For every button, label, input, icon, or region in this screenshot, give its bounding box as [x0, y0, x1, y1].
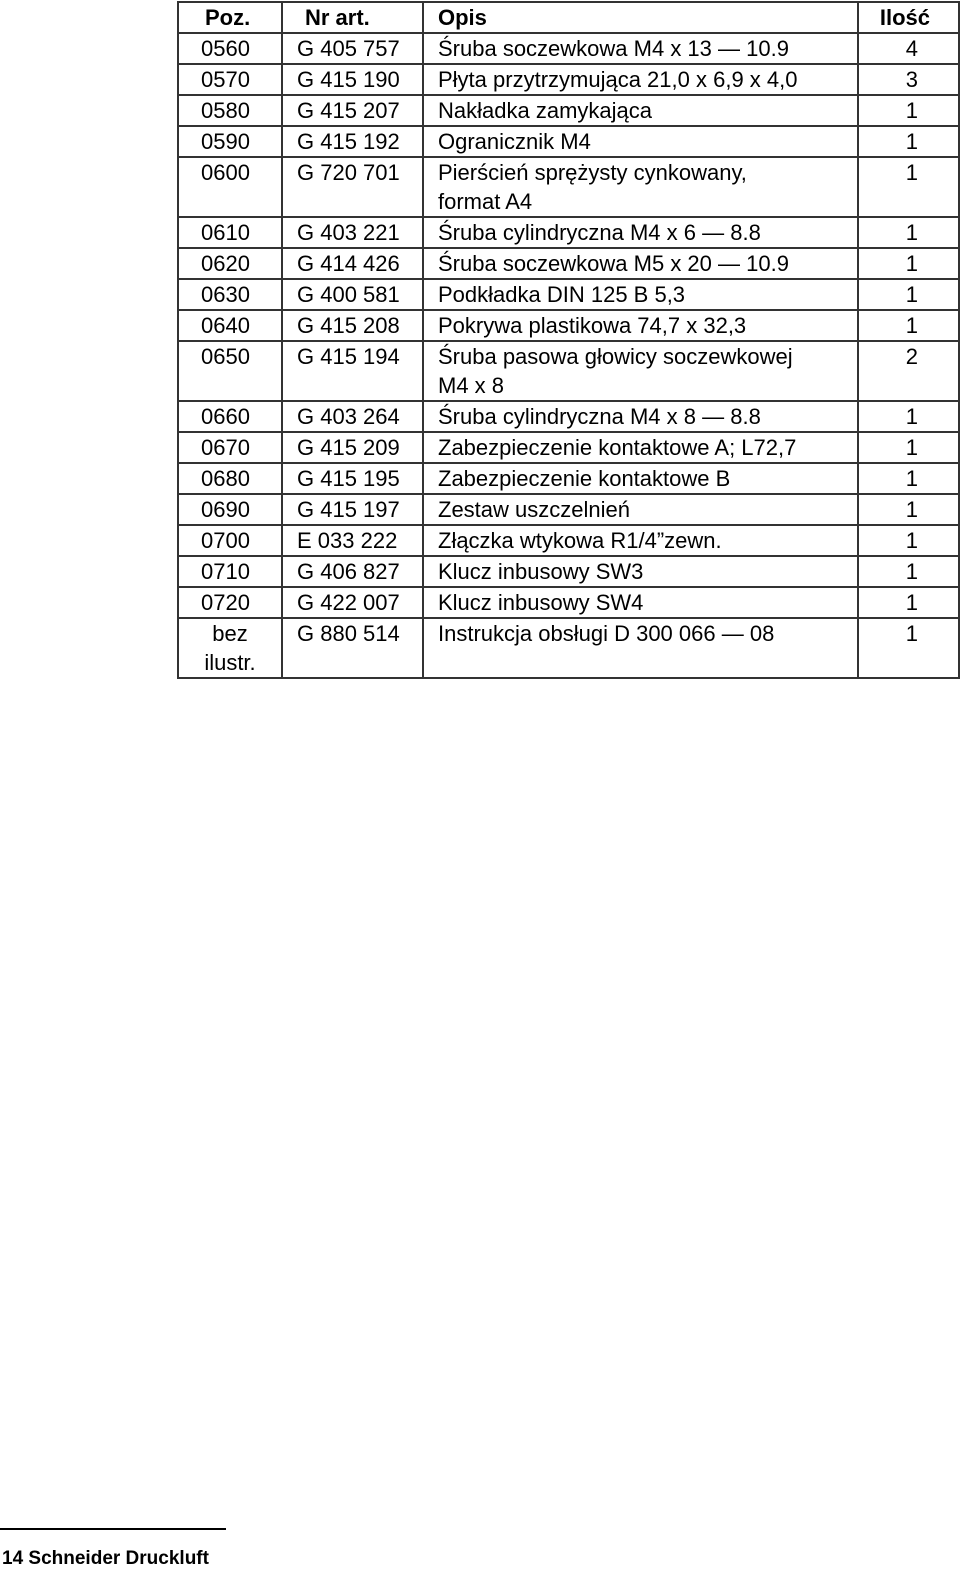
cell-description [423, 587, 858, 618]
cell-pos [178, 217, 282, 248]
cell-description [423, 618, 858, 678]
cell-description-text: Podkładka DIN 125 B 5,3 [438, 282, 686, 307]
table-row [178, 217, 959, 248]
cell-pos [178, 463, 282, 494]
cell-pos-text: 0640 [201, 313, 250, 338]
table-header-row [178, 2, 959, 33]
cell-pos [178, 401, 282, 432]
cell-article-number: G 415 194 [282, 341, 423, 401]
cell-quantity: 1 [858, 556, 959, 587]
cell-description-text-line2: format A4 [438, 189, 533, 214]
cell-pos [178, 341, 282, 401]
cell-quantity: 1 [858, 432, 959, 463]
cell-quantity: 1 [858, 401, 959, 432]
header-article-number: Nr art. [282, 2, 423, 33]
table-row [178, 157, 959, 217]
table-row [178, 310, 959, 341]
header-description: Opis [423, 2, 858, 33]
cell-description-text: Nakładka zamykająca [438, 98, 652, 123]
cell-description-text: Pierścień sprężysty cynkowany, [438, 160, 747, 185]
cell-description [423, 279, 858, 310]
cell-description-text: Śruba soczewkowa M4 x 13 — 10.9 [438, 36, 789, 61]
cell-quantity: 1 [858, 618, 959, 678]
cell-description [423, 463, 858, 494]
table-row [178, 432, 959, 463]
cell-article-number: G 415 207 [282, 95, 423, 126]
cell-pos [178, 248, 282, 279]
cell-quantity: 1 [858, 463, 959, 494]
cell-pos [178, 157, 282, 217]
cell-description-text-line2: M4 x 8 [438, 373, 505, 398]
header-pos: Poz. [178, 2, 282, 33]
cell-pos [178, 64, 282, 95]
cell-pos [178, 126, 282, 157]
cell-article-number: G 403 264 [282, 401, 423, 432]
cell-pos-text: 0700 [201, 528, 250, 553]
cell-quantity: 3 [858, 64, 959, 95]
cell-quantity: 1 [858, 248, 959, 279]
cell-description [423, 126, 858, 157]
cell-description-text: Złączka wtykowa R1/4”zewn. [438, 528, 722, 553]
cell-quantity: 1 [858, 587, 959, 618]
table-row [178, 279, 959, 310]
cell-description [423, 494, 858, 525]
cell-description-text: Zabezpieczenie kontaktowe A; L72,7 [438, 435, 797, 460]
table-row [178, 618, 959, 678]
cell-pos-text: 0610 [201, 220, 250, 245]
table-row [178, 341, 959, 401]
cell-quantity: 1 [858, 310, 959, 341]
cell-description [423, 525, 858, 556]
cell-article-number: G 414 426 [282, 248, 423, 279]
cell-pos-text: 0650 [201, 344, 250, 369]
header-quantity: Ilość [858, 2, 959, 33]
cell-description-text: Pokrywa plastikowa 74,7 x 32,3 [438, 313, 747, 338]
cell-description-text: Zabezpieczenie kontaktowe B [438, 466, 731, 491]
table-row [178, 525, 959, 556]
cell-description [423, 217, 858, 248]
table-row [178, 33, 959, 64]
table-row [178, 556, 959, 587]
cell-pos [178, 95, 282, 126]
cell-pos-text: 0560 [201, 36, 250, 61]
cell-article-number: G 422 007 [282, 587, 423, 618]
table-row [178, 587, 959, 618]
cell-article-number: G 415 208 [282, 310, 423, 341]
cell-article-number: G 406 827 [282, 556, 423, 587]
cell-description-text: Śruba pasowa głowicy soczewkowej [438, 344, 793, 369]
cell-description [423, 556, 858, 587]
cell-pos-text: 0620 [201, 251, 250, 276]
table-row [178, 248, 959, 279]
cell-description [423, 432, 858, 463]
cell-quantity: 1 [858, 525, 959, 556]
cell-quantity: 1 [858, 217, 959, 248]
cell-article-number: G 403 221 [282, 217, 423, 248]
cell-description [423, 341, 858, 401]
cell-pos [178, 556, 282, 587]
table-row [178, 64, 959, 95]
parts-table [177, 1, 960, 679]
cell-description-text: Klucz inbusowy SW4 [438, 590, 644, 615]
cell-quantity: 2 [858, 341, 959, 401]
cell-article-number: G 415 209 [282, 432, 423, 463]
cell-article-number: G 720 701 [282, 157, 423, 217]
cell-description-text: Instrukcja obsługi D 300 066 — 08 [438, 621, 775, 646]
cell-article-number: G 415 195 [282, 463, 423, 494]
cell-pos-text: 0690 [201, 497, 250, 522]
cell-quantity: 1 [858, 126, 959, 157]
cell-article-number: G 415 192 [282, 126, 423, 157]
cell-pos [178, 525, 282, 556]
footer-page-label: 14 Schneider Druckluft [2, 1548, 209, 1569]
cell-pos-text: 0630 [201, 282, 250, 307]
cell-pos [178, 618, 282, 678]
cell-pos [178, 494, 282, 525]
cell-pos-text: 0600 [201, 160, 250, 185]
cell-pos-text: 0680 [201, 466, 250, 491]
cell-pos-text: 0660 [201, 404, 250, 429]
footer-rule [0, 1528, 226, 1530]
cell-description [423, 33, 858, 64]
cell-article-number: G 415 197 [282, 494, 423, 525]
cell-description [423, 401, 858, 432]
cell-description-text: Śruba cylindryczna M4 x 8 — 8.8 [438, 404, 761, 429]
cell-pos [178, 279, 282, 310]
cell-description [423, 248, 858, 279]
table-row [178, 463, 959, 494]
table-row [178, 95, 959, 126]
cell-pos-text-line2: ilustr. [204, 650, 256, 675]
cell-description [423, 310, 858, 341]
cell-pos-text: 0670 [201, 435, 250, 460]
cell-description-text: Ogranicznik M4 [438, 129, 591, 154]
cell-pos-text: 0710 [201, 559, 250, 584]
cell-article-number: E 033 222 [282, 525, 423, 556]
cell-description [423, 95, 858, 126]
cell-pos-text: bez [212, 621, 248, 646]
cell-quantity: 1 [858, 279, 959, 310]
cell-pos-text: 0580 [201, 98, 250, 123]
cell-quantity: 1 [858, 157, 959, 217]
cell-article-number: G 405 757 [282, 33, 423, 64]
cell-article-number: G 400 581 [282, 279, 423, 310]
cell-description-text: Płyta przytrzymująca 21,0 x 6,9 x 4,0 [438, 67, 798, 92]
cell-quantity: 4 [858, 33, 959, 64]
cell-pos [178, 33, 282, 64]
cell-description-text: Śruba cylindryczna M4 x 6 — 8.8 [438, 220, 761, 245]
cell-pos [178, 587, 282, 618]
cell-article-number: G 880 514 [282, 618, 423, 678]
table-row [178, 126, 959, 157]
cell-pos-text: 0570 [201, 67, 250, 92]
cell-description [423, 64, 858, 95]
cell-description-text: Klucz inbusowy SW3 [438, 559, 644, 584]
cell-pos [178, 310, 282, 341]
table-body [178, 33, 959, 678]
cell-pos [178, 432, 282, 463]
table-row [178, 401, 959, 432]
cell-pos-text: 0590 [201, 129, 250, 154]
cell-article-number: G 415 190 [282, 64, 423, 95]
cell-quantity: 1 [858, 95, 959, 126]
cell-quantity: 1 [858, 494, 959, 525]
cell-description [423, 157, 858, 217]
cell-description-text: Śruba soczewkowa M5 x 20 — 10.9 [438, 251, 789, 276]
table-row [178, 494, 959, 525]
cell-pos-text: 0720 [201, 590, 250, 615]
cell-description-text: Zestaw uszczelnień [438, 497, 630, 522]
